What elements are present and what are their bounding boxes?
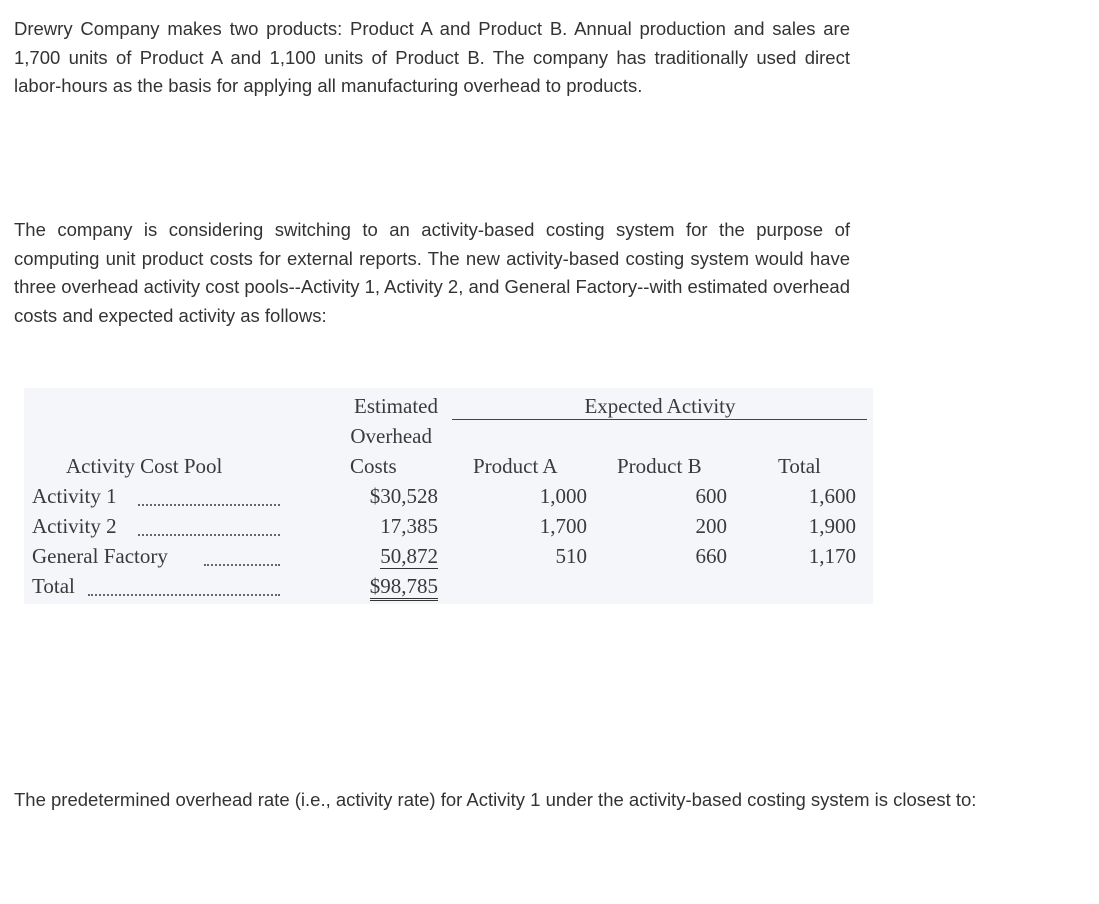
row-general-factory-product-b: 660	[695, 544, 727, 568]
row-total-label: Total	[32, 574, 75, 598]
leader-dots	[138, 534, 280, 536]
row-general-factory-cost: 50,872	[380, 544, 438, 568]
question-paragraph: The predetermined overhead rate (i.e., activity rate) for Activity 1 under the activity-based costing system is closest to:	[14, 789, 977, 810]
row-activity-2-cost: 17,385	[380, 514, 438, 538]
row-activity-2-product-b: 200	[695, 514, 727, 538]
row-general-factory-label: General Factory	[32, 544, 168, 568]
row-activity-1-total: 1,600	[808, 484, 856, 508]
leader-dots	[204, 564, 280, 566]
row-total-cost: $98,785	[370, 574, 438, 598]
row-activity-1-cost: $30,528	[369, 484, 438, 508]
header-activity-cost-pool: Activity Cost Pool	[66, 454, 223, 478]
leader-dots	[88, 594, 280, 596]
row-activity-2-product-a: 1,700	[539, 514, 587, 538]
row-activity-2-total: 1,900	[808, 514, 856, 538]
row-general-factory-total: 1,170	[808, 544, 856, 568]
intro-paragraph: Drewry Company makes two products: Product A and Product B. Annual production and sales are 1,700 units of Product A and 1,100 units of Product B. The company has traditionally used direct labor-hours as the basis for applying all manufacturing overhead to products.	[14, 18, 850, 96]
header-product-b: Product B	[617, 454, 702, 478]
activity-cost-table	[24, 388, 873, 604]
header-expected-activity: Expected Activity	[584, 394, 736, 418]
header-total: Total	[778, 454, 821, 478]
expected-activity-rule	[452, 419, 867, 420]
abc-paragraph: The company is considering switching to an activity-based costing system for the purpose of computing unit product costs for external reports. The new activity-based costing system would have three overhead activity cost pools--Activity 1, Activity 2, and General Factory--with estimated overhead costs and expected activity as follows:	[14, 219, 850, 326]
header-estimated: Estimated	[354, 394, 438, 418]
row-activity-2-label: Activity 2	[32, 514, 117, 538]
header-product-a: Product A	[473, 454, 558, 478]
header-costs: Costs	[350, 454, 397, 478]
header-overhead: Overhead	[350, 424, 432, 448]
row-activity-1-label: Activity 1	[32, 484, 117, 508]
row-activity-1-product-b: 600	[695, 484, 727, 508]
row-activity-1-product-a: 1,000	[539, 484, 587, 508]
row-general-factory-product-a: 510	[555, 544, 587, 568]
leader-dots	[138, 504, 280, 506]
